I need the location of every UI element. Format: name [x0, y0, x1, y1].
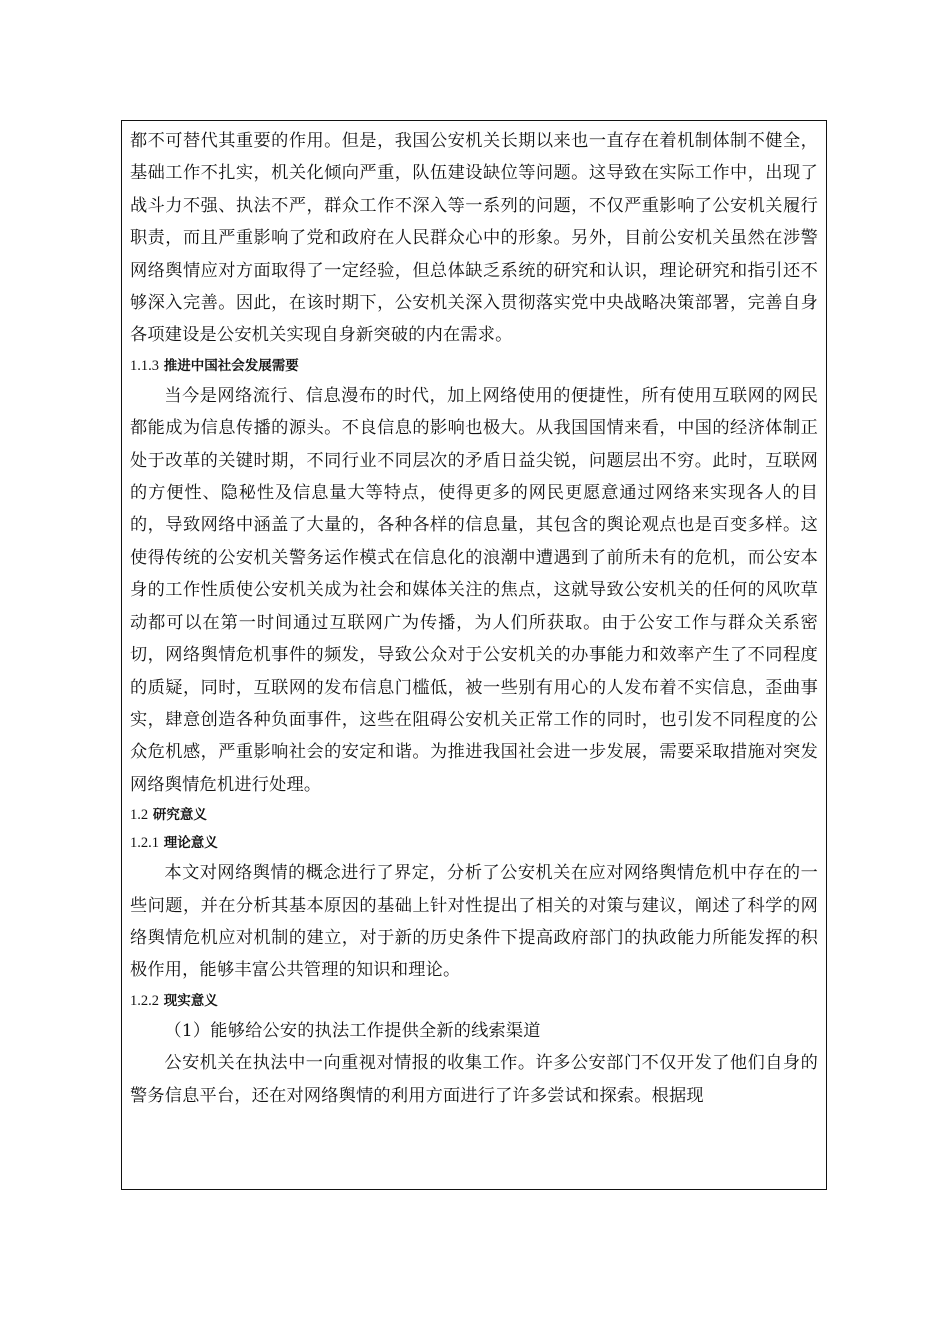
- section-heading-1-2-2: [130, 987, 818, 1015]
- section-number: 1.2.1: [130, 835, 159, 852]
- section-title: 理论意义: [163, 835, 218, 852]
- section-title: 研究意义: [152, 807, 207, 824]
- section-number: 1.1.3: [130, 357, 159, 374]
- list-item-1: （1）能够给公安的执法工作提供全新的线索渠道: [164, 1020, 541, 1041]
- section-heading-1-2: [130, 801, 818, 829]
- paragraph-practical-significance: 公安机关在执法中一向重视对情报的收集工作。许多公安部门不仅开发了他们自身的警务信息平台，还在对网络舆情的利用方面进行了许多尝试和探索。根据现: [130, 1053, 818, 1106]
- section-number: 1.2: [130, 807, 149, 824]
- paragraph-continued: 都不可替代其重要的作用。但是，我国公安机关长期以来也一直存在着机制体制不健全，基础工作不扎实，机关化倾向严重，队伍建设缺位等问题。这导致在实际工作中，出现了战斗力不强、执法不严，群众工作不深入等一系列的问题，不仅严重影响了公安机关履行职责，而且严重影响了党和政府在人民群众心中的形象。另外，目前公安机关虽然在涉警网络舆情应对方面取得了一定经验，但总体缺乏系统的研究和认识，理论研究和指引还不够深入完善。因此，在该时期下，公安机关深入贯彻落实党中央战略决策部署，完善自身各项建设是公安机关实现自身新突破的内在需求。: [130, 131, 818, 346]
- paragraph-social-development: 当今是网络流行、信息漫布的时代，加上网络使用的便捷性，所有使用互联网的网民都能成为信息传播的源头。不良信息的影响也极大。从我国国情来看，中国的经济体制正处于改革的关键时期，不同行业不同层次的矛盾日益尖锐，问题层出不穷。此时，互联网的方便性、隐秘性及信息量大等特点，使得更多的网民更愿意通过网络来实现各人的目的，导致网络中涵盖了大量的，各种各样的信息量，其包含的舆论观点也是百变多样。这使得传统的公安机关警务运作模式在信息化的浪潮中遭遇到了前所未有的危机，而公安本身的工作性质使公安机关成为社会和媒体关注的焦点，这就导致公安机关的任何的风吹草动都可以在第一时间通过互联网广为传播，为人们所获取。由于公安工作与群众关系密切，网络舆情危机事件的频发，导致公众对于公安机关的办事能力和效率产生了不同程度的质疑，同时，互联网的发布信息门槛低，被一些别有用心的人发布着不实信息，歪曲事实，肆意创造各种负面事件，这些在阻碍公安机关正常工作的同时，也引发不同程度的公众危机感，严重影响社会的安定和谐。为推进我国社会进一步发展，需要采取措施对突发网络舆情危机进行处理。: [130, 385, 818, 795]
- section-heading-1-1-3: [130, 352, 818, 380]
- paragraph-theoretical-significance: 本文对网络舆情的概念进行了界定，分析了公安机关在应对网络舆情危机中存在的一些问题，并在分析其基本原因的基础上针对性提出了相关的对策与建议，阐述了科学的网络舆情危机应对机制的建立，对于新的历史条件下提高政府部门的执政能力所能发挥的积极作用，能够丰富公共管理的知识和理论。: [130, 863, 818, 981]
- section-heading-1-2-1: [130, 829, 818, 857]
- document-frame: [121, 120, 827, 1190]
- section-title: 现实意义: [163, 992, 218, 1009]
- section-number: 1.2.2: [130, 992, 159, 1009]
- section-title: 推进中国社会发展需要: [163, 357, 299, 374]
